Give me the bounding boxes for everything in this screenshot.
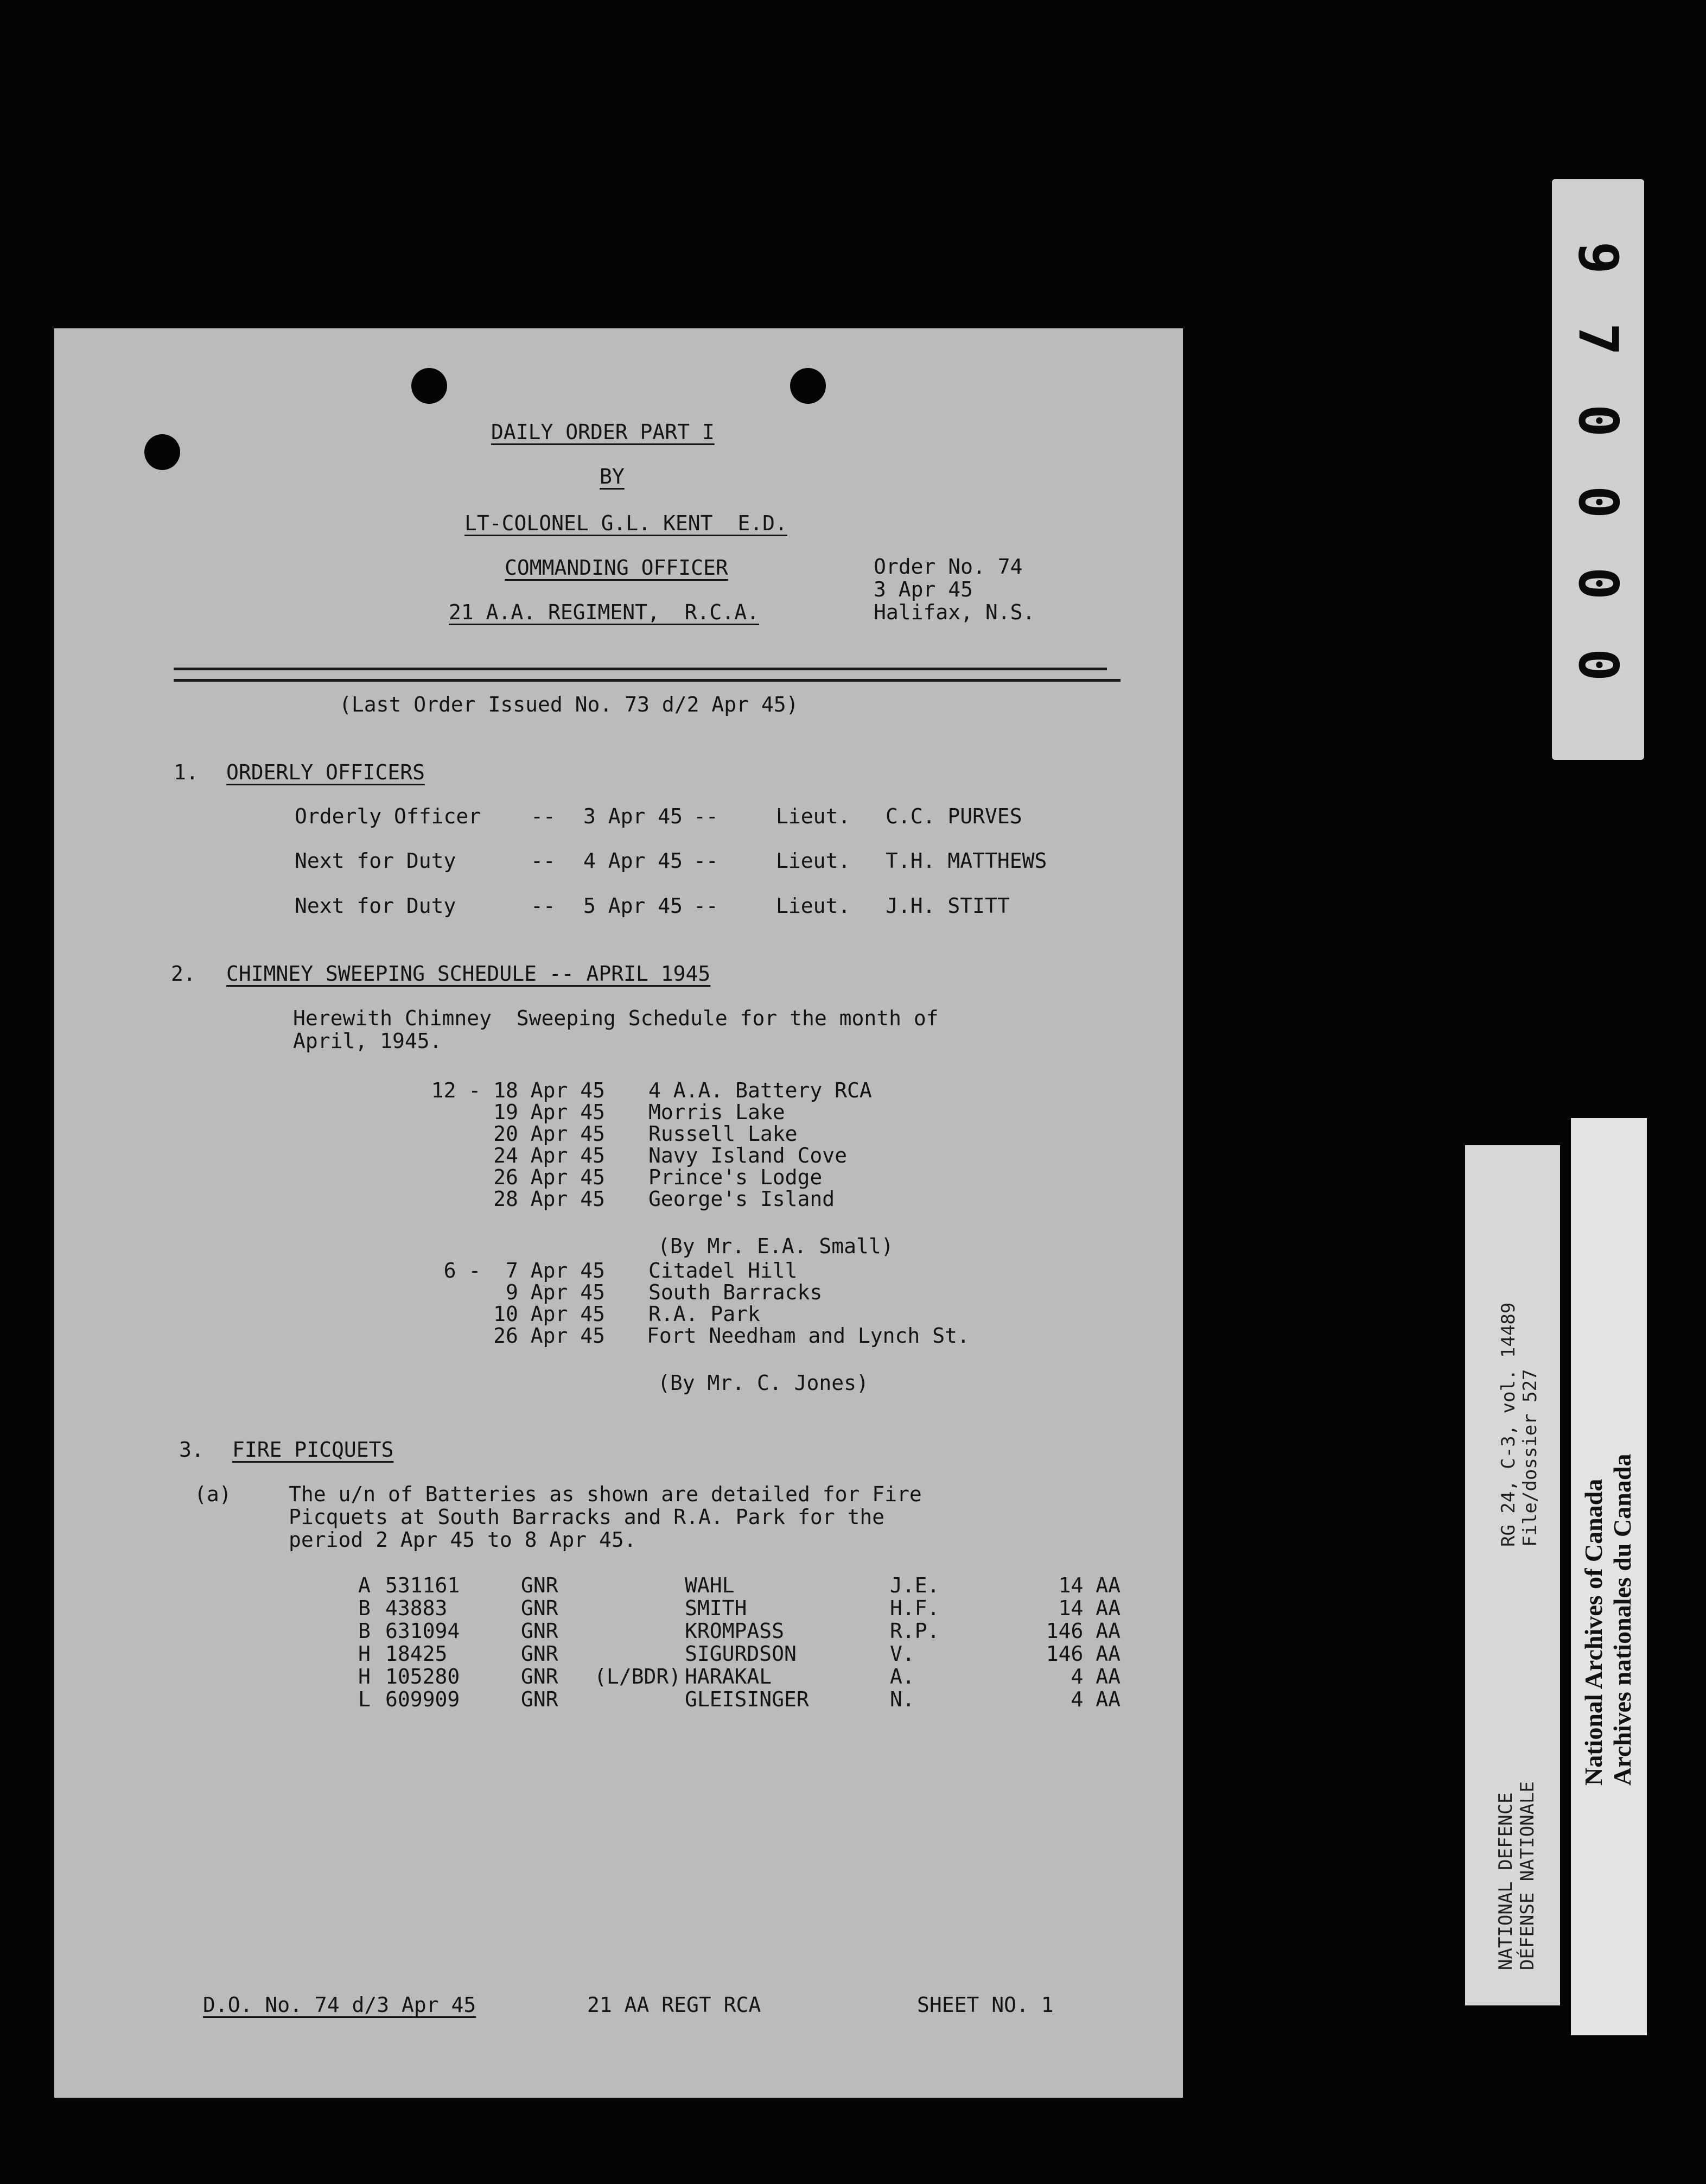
duty-label: Orderly Officer — [295, 804, 481, 828]
rank-extra: (L/BDR) — [594, 1665, 682, 1688]
picquet-text: Picquets at South Barracks and R.A. Park for the — [289, 1505, 885, 1529]
surname: SIGURDSON — [685, 1642, 797, 1666]
footer-unit: 21 AA REGT RCA — [587, 1993, 761, 2017]
rank: GNR — [521, 1596, 558, 1620]
schedule-place: South Barracks — [648, 1280, 823, 1304]
separator: -- — [693, 894, 718, 918]
archives-name-en: National Archives of Canada — [1580, 1478, 1607, 1786]
frame-digit: 7 — [1567, 322, 1630, 356]
document-page — [54, 328, 1183, 2098]
duty-date: 3 Apr 45 — [583, 804, 683, 828]
schedule-date: 26 Apr 45 — [493, 1165, 605, 1189]
battery-letter: A — [358, 1573, 371, 1597]
initials: N. — [890, 1687, 915, 1711]
schedule-place: Navy Island Cove — [648, 1144, 848, 1167]
duty-label: Next for Duty — [295, 849, 456, 873]
rank: GNR — [521, 1619, 558, 1643]
battery: 146 AA — [1046, 1619, 1121, 1643]
footer-order-ref: D.O. No. 74 d/3 Apr 45 — [203, 1993, 476, 2017]
schedule-place: Fort Needham and Lynch St. — [647, 1324, 970, 1348]
frame-digit: 0 — [1567, 404, 1630, 437]
last-order-note: (Last Order Issued No. 73 d/2 Apr 45) — [339, 693, 799, 716]
schedule-date: 9 Apr 45 — [505, 1280, 605, 1304]
schedule-date: 20 Apr 45 — [493, 1122, 605, 1146]
surname: SMITH — [685, 1596, 747, 1620]
schedule-date: 10 Apr 45 — [493, 1302, 605, 1326]
section-title: ORDERLY OFFICERS — [226, 760, 425, 784]
schedule-place: George's Island — [648, 1187, 835, 1211]
frame-digit: 0 — [1567, 648, 1630, 682]
subsection-label: (a) — [194, 1482, 232, 1506]
schedule-place: 4 A.A. Battery RCA — [648, 1078, 872, 1102]
officer-name: C.C. PURVES — [886, 804, 1022, 828]
rank: GNR — [521, 1573, 558, 1597]
officer-name: J.H. STITT — [886, 894, 1010, 918]
officer-rank: Lieut. — [776, 804, 851, 828]
battery: 4 AA — [1071, 1665, 1121, 1688]
separator: -- — [531, 849, 556, 873]
surname: WAHL — [685, 1573, 735, 1597]
section-title: FIRE PICQUETS — [232, 1438, 394, 1462]
schedule-date: 26 Apr 45 — [493, 1324, 605, 1348]
rank: GNR — [521, 1665, 558, 1688]
header-rule — [174, 679, 1121, 682]
battery-letter: B — [358, 1619, 371, 1643]
surname: HARAKAL — [685, 1665, 772, 1688]
surname: GLEISINGER — [685, 1687, 809, 1711]
section-number: 1. — [174, 760, 199, 784]
battery: 4 AA — [1071, 1687, 1121, 1711]
sweeper-note: (By Mr. C. Jones) — [658, 1371, 869, 1395]
department-en: NATIONAL DEFENCE — [1495, 1792, 1517, 1970]
frame-digit: 0 — [1567, 567, 1630, 600]
battery: 14 AA — [1058, 1573, 1121, 1597]
header-rule — [174, 668, 1107, 670]
archive-file: File/dossier 527 — [1519, 1369, 1541, 1547]
initials: R.P. — [890, 1619, 940, 1643]
frame-digit: 9 — [1567, 241, 1630, 275]
schedule-intro: April, 1945. — [293, 1029, 442, 1053]
surname: KROMPASS — [685, 1619, 785, 1643]
battery: 14 AA — [1058, 1596, 1121, 1620]
footer-sheet-number: SHEET NO. 1 — [917, 1993, 1054, 2017]
officer-name: T.H. MATTHEWS — [886, 849, 1047, 873]
initials: J.E. — [890, 1573, 940, 1597]
picquet-text: The u/n of Batteries as shown are detailed for Fire — [289, 1482, 922, 1506]
service-number: 43883 — [385, 1596, 448, 1620]
picquet-text: period 2 Apr 45 to 8 Apr 45. — [289, 1528, 636, 1552]
section-title: CHIMNEY SWEEPING SCHEDULE -- APRIL 1945 — [226, 962, 711, 986]
order-place: Halifax, N.S. — [874, 600, 1035, 624]
punch-hole — [411, 368, 447, 404]
service-number: 105280 — [385, 1665, 460, 1688]
section-number: 2. — [171, 962, 196, 986]
schedule-place: Russell Lake — [648, 1122, 798, 1146]
punch-hole — [144, 434, 180, 470]
battery-letter: H — [358, 1642, 371, 1666]
schedule-place: Morris Lake — [648, 1100, 785, 1124]
frame-number-strip — [1552, 179, 1644, 760]
duty-label: Next for Duty — [295, 894, 456, 918]
order-date: 3 Apr 45 — [874, 577, 973, 601]
schedule-date: 12 - 18 Apr 45 — [431, 1078, 605, 1102]
order-title: DAILY ORDER PART I — [491, 420, 715, 444]
commanding-officer-name: LT-COLONEL G.L. KENT E.D. — [464, 511, 787, 535]
schedule-date: 19 Apr 45 — [493, 1100, 605, 1124]
schedule-place: Prince's Lodge — [648, 1165, 823, 1189]
service-number: 18425 — [385, 1642, 448, 1666]
archive-reference: RG 24, C-3, vol. 14489 — [1498, 1302, 1519, 1547]
schedule-date: 6 - 7 Apr 45 — [443, 1259, 605, 1283]
rank: GNR — [521, 1642, 558, 1666]
national-archives-label — [1571, 1118, 1647, 2035]
punch-hole — [790, 368, 826, 404]
department-fr: DÉFENSE NATIONALE — [1517, 1781, 1538, 1970]
service-number: 609909 — [385, 1687, 460, 1711]
officer-rank: Lieut. — [776, 894, 851, 918]
officer-rank: Lieut. — [776, 849, 851, 873]
sweeper-note: (By Mr. E.A. Small) — [658, 1234, 894, 1258]
duty-date: 4 Apr 45 — [583, 849, 683, 873]
frame-digit: 0 — [1567, 485, 1630, 519]
schedule-date: 28 Apr 45 — [493, 1187, 605, 1211]
rank: GNR — [521, 1687, 558, 1711]
schedule-place: Citadel Hill — [648, 1259, 798, 1283]
archives-name-fr: Archives nationales du Canada — [1608, 1453, 1636, 1786]
section-number: 3. — [179, 1438, 204, 1462]
initials: V. — [890, 1642, 915, 1666]
battery-letter: H — [358, 1665, 371, 1688]
officer-role: COMMANDING OFFICER — [505, 556, 728, 580]
initials: A. — [890, 1665, 915, 1688]
schedule-intro: Herewith Chimney Sweeping Schedule for the month of — [293, 1006, 939, 1030]
unit-name: 21 A.A. REGIMENT, R.C.A. — [449, 600, 759, 624]
service-number: 631094 — [385, 1619, 460, 1643]
battery-letter: B — [358, 1596, 371, 1620]
initials: H.F. — [890, 1596, 940, 1620]
schedule-place: R.A. Park — [648, 1302, 760, 1326]
order-number: Order No. 74 — [874, 555, 1023, 579]
battery-letter: L — [358, 1687, 371, 1711]
archive-reference-label — [1465, 1145, 1560, 2005]
separator: -- — [531, 894, 556, 918]
separator: -- — [693, 804, 718, 828]
separator: -- — [531, 804, 556, 828]
battery: 146 AA — [1046, 1642, 1121, 1666]
schedule-date: 24 Apr 45 — [493, 1144, 605, 1167]
order-by: BY — [600, 465, 625, 488]
separator: -- — [693, 849, 718, 873]
service-number: 531161 — [385, 1573, 460, 1597]
duty-date: 5 Apr 45 — [583, 894, 683, 918]
